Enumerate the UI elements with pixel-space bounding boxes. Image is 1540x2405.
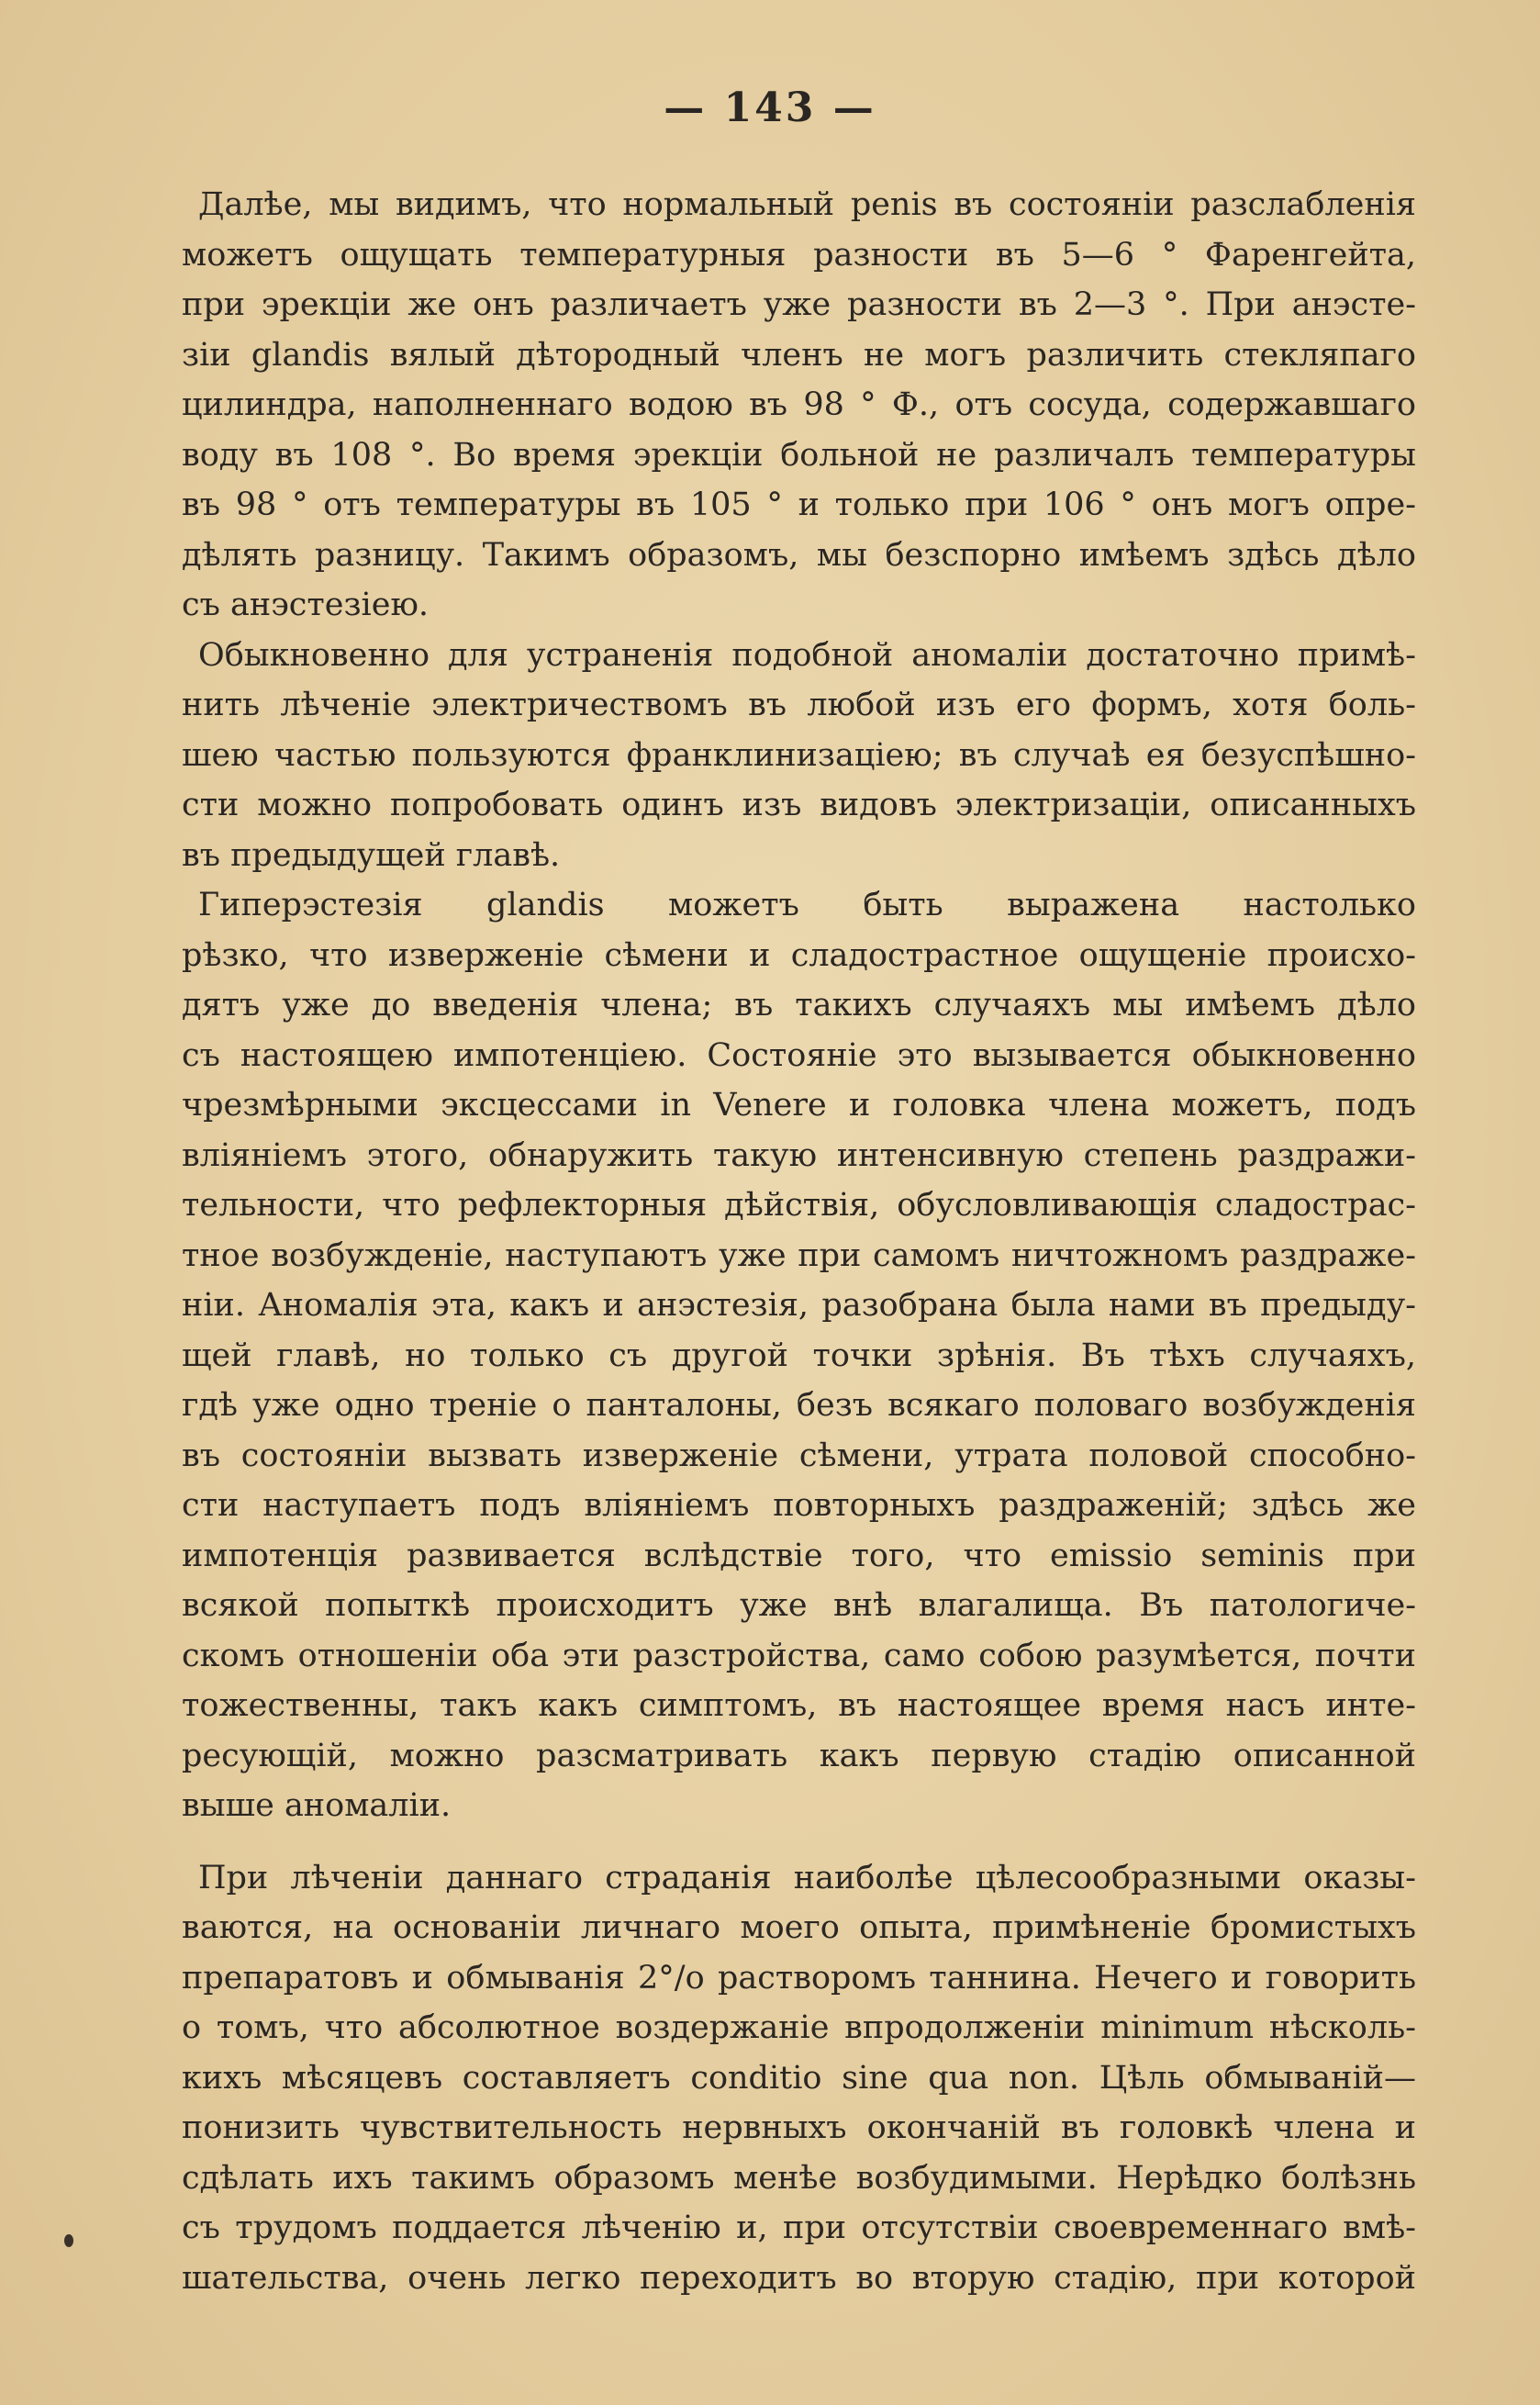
text-line: выше аномаліи. bbox=[182, 1787, 452, 1824]
body-text bbox=[182, 180, 1416, 2303]
text-line: въ предыдущей главѣ. bbox=[182, 836, 561, 874]
ink-speck bbox=[64, 2234, 73, 2247]
text-line: скомъ отношеніи оба эти разстройства, само собою разумѣется, почти bbox=[182, 1637, 1416, 1674]
text-line: съ анэстезіею. bbox=[182, 587, 430, 623]
text-line: чрезмѣрными эксцессами in Venere и головка члена можетъ, подъ bbox=[182, 1087, 1416, 1124]
text-line: тожественны, такъ какъ симптомъ, въ настоящее время насъ инте- bbox=[182, 1687, 1416, 1724]
text-line: щей главѣ, но только съ другой точки зрѣнія. Въ тѣхъ случаяхъ, bbox=[182, 1337, 1416, 1374]
text-line: сти наступаетъ подъ вліяніемъ повторныхъ раздраженій; здѣсь же bbox=[182, 1487, 1416, 1524]
paragraph-1 bbox=[182, 180, 1416, 631]
text-line: при эрекціи же онъ различаетъ уже разности въ 2—3 °. При анэсте- bbox=[182, 286, 1416, 323]
text-line: въ состояніи вызвать изверженіе сѣмени, утрата половой способно- bbox=[182, 1437, 1416, 1474]
text-line: При лѣченіи даннаго страданія наиболѣе цѣлесообразными оказы- bbox=[198, 1859, 1416, 1896]
text-line: цилиндра, наполненнаго водою въ 98 ° Ф., отъ сосуда, содержавшаго bbox=[182, 386, 1416, 423]
text-line: дѣлять разницу. Такимъ образомъ, мы безспорно имѣемъ здѣсь дѣло bbox=[182, 536, 1416, 574]
text-line: шательства, очень легко переходитъ во вторую стадію, при которой bbox=[182, 2259, 1416, 2297]
text-line: препаратовъ и обмыванія 2°/о растворомъ таннина. Нечего и говорить bbox=[182, 1959, 1416, 1997]
text-line: Далѣе, мы видимъ, что нормальный penis въ состояніи разслабленія bbox=[198, 186, 1416, 223]
text-line: вліяніемъ этого, обнаружить такую интенсивную степень раздражи- bbox=[182, 1136, 1416, 1174]
paragraph-4 bbox=[182, 1853, 1416, 2304]
text-line: Обыкновенно для устраненія подобной аномаліи достаточно примѣ- bbox=[198, 636, 1416, 674]
paragraph-spacer bbox=[182, 1831, 1416, 1853]
text-line: дятъ уже до введенія члена; въ такихъ случаяхъ мы имѣемъ дѣло bbox=[182, 987, 1416, 1024]
text-line: тное возбужденіе, наступаютъ уже при самомъ ничтожномъ раздраже- bbox=[182, 1236, 1416, 1274]
text-line: рѣзко, что изверженіе сѣмени и сладострастное ощущеніе происхо- bbox=[182, 936, 1416, 974]
text-line: ваются, на основаніи личнаго моего опыта, примѣненіе бромистыхъ bbox=[182, 1909, 1416, 1946]
text-line: зіи glandis вялый дѣтородный членъ не могъ различить стекляпаго bbox=[182, 336, 1416, 374]
text-line: понизить чувствительность нервныхъ окончаній въ головкѣ члена и bbox=[182, 2109, 1416, 2146]
text-line: о томъ, что абсолютное воздержаніе впродолженіи minimum нѣсколь- bbox=[182, 2009, 1416, 2046]
text-line: Гиперэстезія glandis можетъ быть выражена настолько bbox=[198, 887, 1416, 923]
paragraph-2 bbox=[182, 631, 1416, 881]
text-line: шею частью пользуются франклинизаціею; въ случаѣ ея безуспѣшно- bbox=[182, 736, 1416, 774]
text-line: тельности, что рефлекторныя дѣйствія, обусловливающія сладострас- bbox=[182, 1187, 1416, 1224]
text-line: ніи. Аномалія эта, какъ и анэстезія, разобрана была нами въ предыду- bbox=[182, 1287, 1416, 1324]
text-line: всякой попыткѣ происходитъ уже внѣ влагалища. Въ патологиче- bbox=[182, 1587, 1416, 1624]
text-line: съ трудомъ поддается лѣченію и, при отсутствіи своевременнаго вмѣ- bbox=[182, 2209, 1416, 2246]
text-line: воду въ 108 °. Во время эрекціи больной не различалъ температуры bbox=[182, 436, 1416, 474]
text-line: импотенція развивается вслѣдствіе того, что emissio seminis при bbox=[182, 1537, 1416, 1574]
text-line: нить лѣченіе электричествомъ въ любой изъ его формъ, хотя боль- bbox=[182, 687, 1416, 723]
text-line: съ настоящею импотенціею. Состояніе это вызывается обыкновенно bbox=[182, 1036, 1416, 1074]
paragraph-3 bbox=[182, 880, 1416, 1831]
page-number: — 143 — bbox=[664, 84, 876, 131]
text-line: въ 98 ° отъ температуры въ 105 ° и только при 106 ° онъ могъ опре- bbox=[182, 487, 1416, 523]
text-line: сдѣлать ихъ такимъ образомъ менѣе возбудимыми. Нерѣдко болѣзнь bbox=[182, 2159, 1416, 2197]
text-line: сти можно попробовать одинъ изъ видовъ электризаціи, описанныхъ bbox=[182, 787, 1416, 823]
text-line: кихъ мѣсяцевъ составляетъ conditio sine qua non. Цѣль обмываній— bbox=[182, 2059, 1416, 2097]
text-line: ресующій, можно разсматривать какъ первую стадію описанной bbox=[182, 1737, 1416, 1774]
text-line: гдѣ уже одно треніе о панталоны, безъ всякаго половаго возбужденія bbox=[182, 1387, 1416, 1424]
text-line: можетъ ощущать температурныя разности въ 5—6 ° Фаренгейта, bbox=[182, 236, 1416, 274]
